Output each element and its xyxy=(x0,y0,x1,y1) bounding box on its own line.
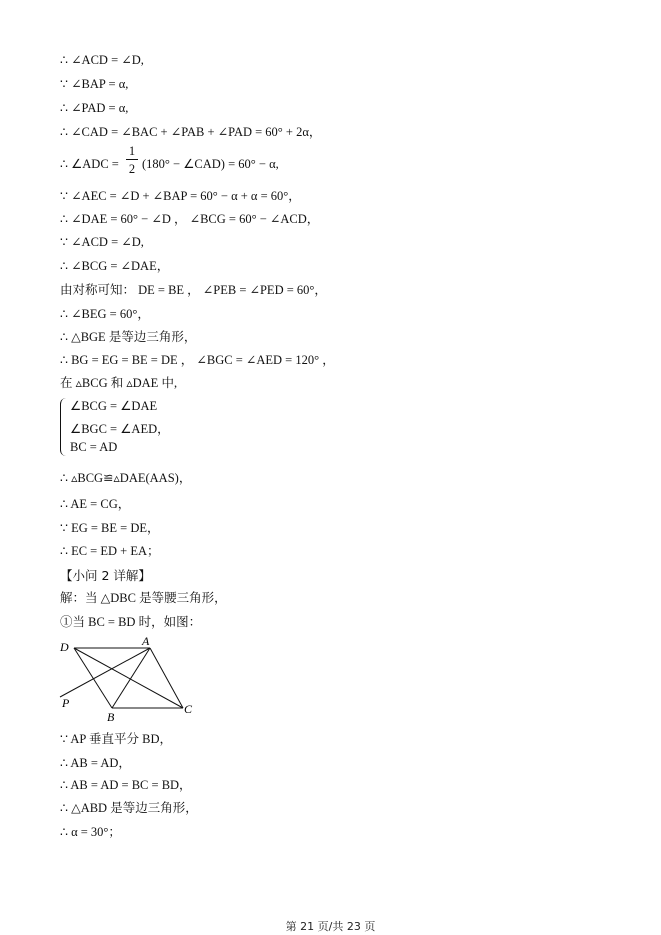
proof-line: ∴ ∠BEG = 60°， xyxy=(60,307,150,321)
line-AP xyxy=(60,648,150,697)
label-B: B xyxy=(107,710,115,724)
fraction-prefix: ∴ ∠ADC = xyxy=(60,157,119,171)
proof-line: ∵ ∠BAP = α, xyxy=(60,77,129,91)
proof-line: ∴ BG = EG = BE = DE ， ∠BGC = ∠AED = 120° ， xyxy=(60,353,335,367)
proof-line: ∴ ∠BCG = ∠DAE， xyxy=(60,259,170,273)
proof-line: ∴ AE = CG， xyxy=(60,497,131,511)
proof-line: ∴ AB = AD， xyxy=(60,756,131,770)
segment-DB xyxy=(74,648,112,708)
proof-line: ①当 BC = BD 时，如图： xyxy=(60,615,202,629)
proof-line: 在 ▵BCG 和 ▵DAE 中, xyxy=(60,376,178,390)
fraction-denominator: 2 xyxy=(128,162,136,176)
proof-line: 由对称可知： DE = BE ， ∠PEB = ∠PED = 60°， xyxy=(60,283,327,297)
label-C: C xyxy=(184,702,193,716)
label-P: P xyxy=(62,696,70,710)
fraction-numerator: 1 xyxy=(128,144,136,158)
proof-line: ∴ AB = AD = BC = BD， xyxy=(60,778,192,792)
label-A: A xyxy=(142,634,150,648)
proof-line: ∴ △BGE 是等边三角形， xyxy=(60,330,197,344)
proof-line: ∴ ▵BCG≌▵DAE(AAS)， xyxy=(60,471,192,485)
section-heading: 【小问 2 详解】 xyxy=(60,568,151,583)
page-number: 第 21 页/共 23 页 xyxy=(285,920,376,933)
proof-line: ∴ △ABD 是等边三角形， xyxy=(60,801,198,815)
label-D: D xyxy=(60,640,69,654)
proof-line: ∴ ∠CAD = ∠BAC + ∠PAB + ∠PAD = 60° + 2α， xyxy=(60,125,322,139)
proof-line: ∴ ∠ACD = ∠D, xyxy=(60,53,144,67)
proof-line: ∵ EG = BE = DE， xyxy=(60,521,160,535)
system-row: ∠BGC = ∠AED， xyxy=(70,422,170,436)
proof-line: ∵ ∠AEC = ∠D + ∠BAP = 60° − α + α = 60°， xyxy=(60,189,301,203)
fraction-suffix: (180° − ∠CAD) = 60° − α, xyxy=(142,157,279,171)
proof-line: ∴ EC = ED + EA； xyxy=(60,544,160,558)
system-row: BC = AD xyxy=(70,440,118,454)
proof-line: ∵ ∠ACD = ∠D, xyxy=(60,235,144,249)
proof-line: ∴ α = 30°； xyxy=(60,825,121,839)
proof-line: ∴ ∠DAE = 60° − ∠D ， ∠BCG = 60° − ∠ACD， xyxy=(60,212,320,226)
proof-line: ∵ AP 垂直平分 BD， xyxy=(60,732,173,746)
proof-line: ∴ ∠PAD = α, xyxy=(60,101,129,115)
proof-line: 解：当 △DBC 是等腰三角形， xyxy=(60,591,227,605)
segment-AB xyxy=(112,648,150,708)
system-row: ∠BCG = ∠DAE xyxy=(70,399,158,413)
